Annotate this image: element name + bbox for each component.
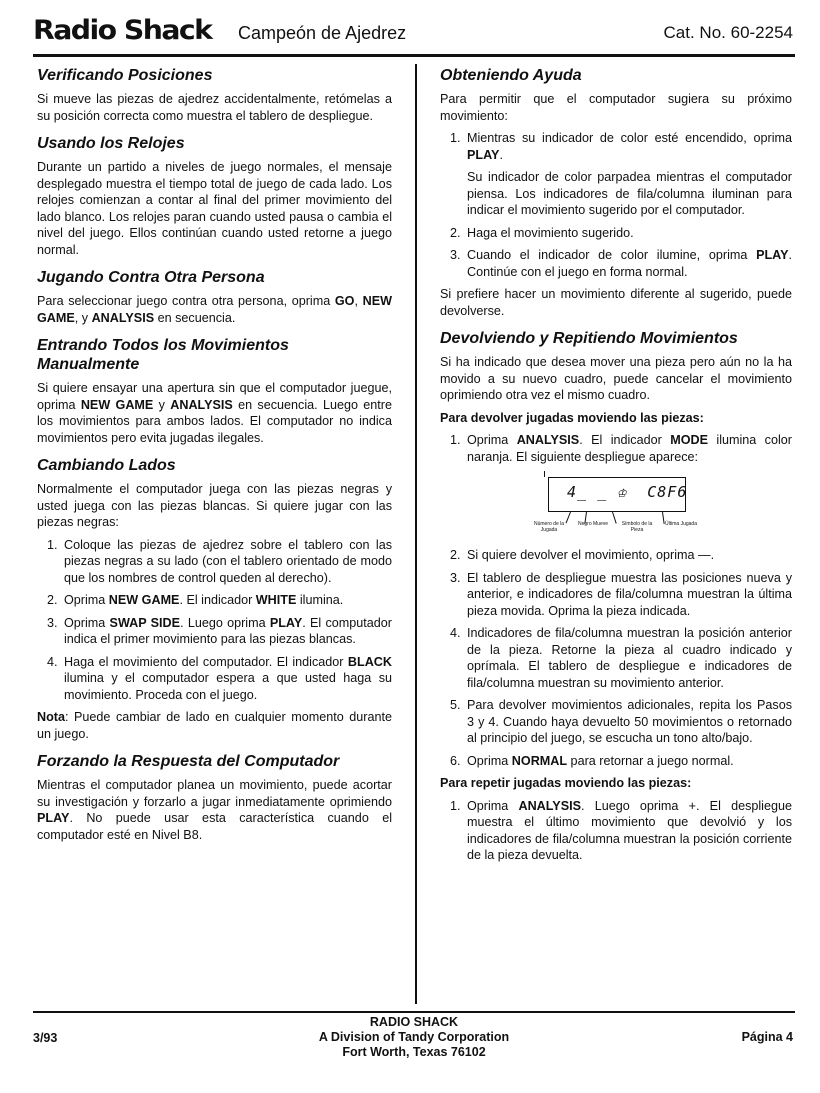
key-name: ANALYSIS [91,310,155,325]
list-item: 4. Indicadores de fila/columna muestran la posición anterior de la pieza. Retorne la pieza al cuadro indicado y oprímala. El tablero de despliegue e indicadores de fila/columna muestran su movimiento anterior. [450,626,792,690]
section-heading: Obteniendo Ayuda [440,67,582,84]
key-name: NEW GAME [37,294,392,325]
page-title: Campeón de Ajedrez [238,23,407,43]
key-name: PLAY [269,615,303,630]
list-item: 5. Para devolver movimientos adicionales, repita los Pasos 3 y 4. Cuando haya devuelto 50 movimientos o retornado al principio del juego, se escucha un tono alto/bajo. [450,698,792,745]
list-item: 1. Oprima ANALYSIS. El indicador MODE ilumina color naranja. El siguiente despliegue aparece: [450,433,792,464]
section-heading: Forzando la Respuesta del Computador [37,753,340,770]
subheading: Para devolver jugadas moviendo las piezas: [440,410,704,425]
paragraph: Para seleccionar juego contra otra persona, oprima GO, NEW GAME, y ANALYSIS en secuencia. [37,294,392,325]
list-item: 3. Cuando el indicador de color ilumine, oprima PLAY. Continúe con el juego en forma normal. [450,248,792,279]
paragraph: Si prefiere hacer un movimiento diferente al sugerido, puede devolverse. [440,287,792,318]
section-heading: Devolviendo y Repitiendo Movimientos [440,330,738,347]
key-name: PLAY [467,147,500,162]
key-name: NEW GAME [80,397,154,412]
paragraph: Para permitir que el computador sugiera su próximo movimiento: [440,92,792,123]
section-heading: Verificando Posiciones [37,67,213,84]
key-name: ANALYSIS [170,397,233,412]
key-name: BLACK [347,654,392,669]
section-verificando [37,66,392,124]
page-header [33,16,795,48]
lcd-label: Símbolo de la Pieza [621,521,653,533]
paragraph: Si quiere ensayar una apertura sin que el computador juegue, oprima NEW GAME y ANALYSIS en secuencia. Luego entre los movimientos para ambos lados. El computador no indica movimientos pero evita jugadas ilegales. [37,381,392,445]
paragraph: Durante un partido a niveles de juego normales, el mensaje desplegado muestra el tiempo total de juego de cada lado. Los relojes comienzan a contar al final del primer movimiento del lado blanco. Los relojes paran cuando usted pausa o cambia el nivel del juego. Ellos continúan cuando usted retorne a juego normal. [37,160,392,257]
steps-list [440,798,792,864]
lcd-screen [548,477,686,512]
section-heading: Entrando Todos los Movimientos Manualmente [37,337,289,373]
list-item: 2. Haga el movimiento sugerido. [450,225,634,240]
lcd-label: Número de la Jugada [533,521,564,533]
key-name: NORMAL [511,753,568,768]
list-item: 2. Oprima NEW GAME. El indicador WHITE ilumina. [47,593,344,607]
section-heading: Usando los Relojes [37,135,185,152]
catalog-number: Cat. No. 60-2254 [663,23,793,42]
paragraph: Mientras el computador planea un movimiento, puede acortar su investigación y forzarlo a jugar inmediatamente oprimiendo PLAY. No puede usar esta característica cuando el computador esté en Nivel B8. [37,778,392,842]
paragraph: Si mueve las piezas de ajedrez accidentalmente, retómelas a su posición correcta como muestra el tablero de despliegue. [37,92,392,123]
footer-address: Fort Worth, Texas 76102 [342,1045,486,1059]
list-item: 2. Si quiere devolver el movimiento, oprima —. [450,548,715,562]
leader-line [612,512,617,524]
right-column [440,66,792,874]
key-name: MODE [670,433,708,447]
steps-list [440,432,792,465]
section-heading: Cambiando Lados [37,457,176,474]
section-ayuda [440,66,792,319]
section-manual [37,336,392,446]
key-name: ANALYSIS [516,433,580,447]
list-item: 1. Coloque las piezas de ajedrez sobre el tablero con las piezas negras a su lado (con el tablero orientado de modo que los nombres de control queden al derecho). [47,537,392,585]
figure-tick [544,471,545,477]
key-name: SWAP SIDE [109,615,181,630]
leader-line [566,512,571,524]
steps-list [37,537,392,704]
list-item: 4. Haga el movimiento del computador. El indicador BLACK ilumina y el computador espera a que usted haga su movimiento. Proceda con el juego. [47,654,392,702]
key-name: NEW GAME [108,593,180,607]
section-relojes [37,134,392,258]
footer-date: 3/93 [33,1031,58,1045]
brand-logo: Radio Shack [33,15,212,46]
footer-company: RADIO SHACK [369,1015,459,1029]
note-paragraph: Nota: Puede cambiar de lado en cualquier momento durante un juego. [37,710,392,741]
list-item: 1. Oprima ANALYSIS. Luego oprima +. El despliegue muestra el último movimiento que devolvió y los indicadores de fila/columna muestran la posición corriente de la pieza devuelta. [450,798,792,862]
key-name: GO [334,294,355,308]
lcd-label: Última Jugada [665,521,697,527]
footer-rule [33,1011,795,1013]
paragraph: Normalmente el computador juega con las piezas negras y usted juega con las piezas blancas. Si quiere jugar con las piezas negras: [37,482,392,529]
lcd-label: Negro Mueve [577,521,608,527]
section-devolviendo [440,329,792,864]
section-forzando [37,752,392,843]
left-column [37,66,392,853]
key-name: PLAY [37,811,70,825]
paragraph: Si ha indicado que desea mover una pieza pero aún no la ha movido a su nuevo cuadro, puede cancelar el movimiento oprimiendo otra vez el mismo cuadro. [440,355,792,402]
section-persona [37,268,392,326]
list-item: 3. El tablero de despliegue muestra las posiciones nueva y anterior, e indicadores de fila/columna muestran la última pieza movida. Oprima la pieza indicada. [450,570,792,618]
page-footer [33,1015,795,1060]
lcd-display-figure [440,471,792,539]
steps-list [440,130,792,280]
section-heading: Jugando Contra Otra Persona [37,269,265,286]
key-name: ANALYSIS [518,798,582,813]
list-item: 1. Mientras su indicador de color esté encendido, oprima PLAY. Su indicador de color parpadea mientras el computador piensa. Los indicadores de fila/columna iluminan para indicar el movimiento sugerido por el computador. [450,131,792,217]
note-label: Nota [37,710,65,724]
list-item-detail: Su indicador de color parpadea mientras el computador piensa. Los indicadores de fila/columna iluminan para indicar el movimiento sugerido por el computador. [467,170,792,217]
column-divider [415,64,417,1004]
steps-list [440,547,792,769]
key-name: PLAY [756,248,789,262]
lcd-readout: 4_ _ ♔ C8F6 [567,483,688,501]
list-item: 6. Oprima NORMAL para retornar a juego normal. [450,753,734,768]
list-item: 3. Oprima SWAP SIDE. Luego oprima PLAY. El computador indica el primer movimiento para las piezas blancas. [47,615,392,646]
footer-division: A Division of Tandy Corporation [318,1030,510,1044]
key-name: WHITE [255,593,297,607]
section-lados [37,456,392,742]
header-rule [33,54,795,57]
subheading: Para repetir jugadas moviendo las piezas: [440,776,692,790]
page-number: Página 4 [741,1030,793,1044]
